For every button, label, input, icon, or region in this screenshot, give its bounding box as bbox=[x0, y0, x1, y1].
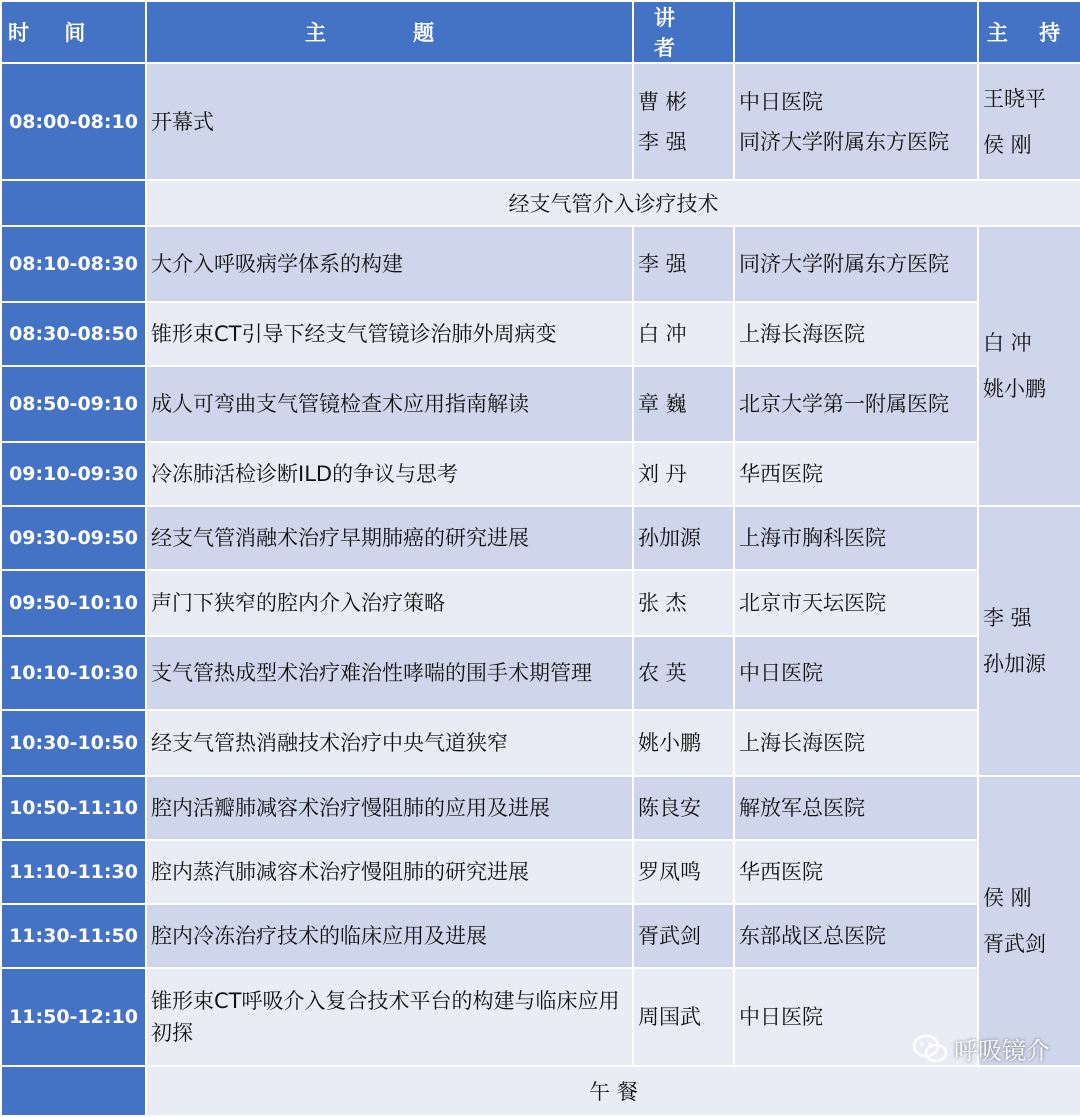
header-speaker: 讲 者 bbox=[633, 1, 734, 63]
affiliation-cell: 北京市天坛医院 bbox=[734, 570, 978, 636]
topic-cell: 腔内冷冻治疗技术的临床应用及进展 bbox=[146, 904, 633, 968]
host-name: 侯 刚 bbox=[983, 886, 1032, 910]
speaker-name: 李 强 bbox=[638, 129, 687, 154]
host-name: 李 强 bbox=[983, 606, 1032, 630]
speaker-cell: 张 杰 bbox=[633, 570, 734, 636]
speaker-name: 曹 彬 bbox=[638, 89, 687, 114]
host-cell bbox=[978, 506, 1080, 776]
affiliation-name: 同济大学附属东方医院 bbox=[739, 129, 949, 154]
speaker-cell: 陈良安 bbox=[633, 776, 734, 840]
affiliation-cell: 同济大学附属东方医院 bbox=[734, 226, 978, 302]
topic-cell: 腔内活瓣肺减容术治疗慢阻肺的应用及进展 bbox=[146, 776, 633, 840]
watermark-text: 呼吸镜介 bbox=[954, 1037, 1050, 1065]
affiliation-name: 中日医院 bbox=[739, 89, 823, 114]
table-row bbox=[1, 366, 1080, 442]
speaker-cell: 胥武剑 bbox=[633, 904, 734, 968]
table-row bbox=[1, 636, 1080, 710]
speaker-cell: 刘 丹 bbox=[633, 442, 734, 506]
time-cell: 10:50-11:10 bbox=[1, 776, 146, 840]
affiliation-cell: 华西医院 bbox=[734, 840, 978, 904]
table-row bbox=[1, 506, 1080, 570]
speaker-cell: 李 强 bbox=[633, 226, 734, 302]
table-row bbox=[1, 570, 1080, 636]
topic-cell: 声门下狭窄的腔内介入治疗策略 bbox=[146, 570, 633, 636]
host-cell bbox=[978, 776, 1080, 1066]
speaker-cell: 农 英 bbox=[633, 636, 734, 710]
topic-cell: 支气管热成型术治疗难治性哮喘的围手术期管理 bbox=[146, 636, 633, 710]
time-cell: 11:30-11:50 bbox=[1, 904, 146, 968]
speaker-cell: 罗凤鸣 bbox=[633, 840, 734, 904]
speaker-cell: 周国武 bbox=[633, 968, 734, 1066]
topic-cell: 冷冻肺活检诊断ILD的争议与思考 bbox=[146, 442, 633, 506]
table-row bbox=[1, 840, 1080, 904]
topic-cell: 锥形束CT呼吸介入复合技术平台的构建与临床应用初探 bbox=[146, 968, 633, 1066]
host-name: 孙加源 bbox=[983, 652, 1046, 676]
speaker-cell: 姚小鹏 bbox=[633, 710, 734, 776]
host-name: 姚小鹏 bbox=[983, 377, 1046, 401]
speaker-cell bbox=[633, 63, 734, 180]
time-cell: 09:10-09:30 bbox=[1, 442, 146, 506]
time-cell: 11:50-12:10 bbox=[1, 968, 146, 1066]
speaker-cell: 章 巍 bbox=[633, 366, 734, 442]
table-row bbox=[1, 63, 1080, 180]
affiliation-cell: 解放军总医院 bbox=[734, 776, 978, 840]
affiliation-cell: 中日医院 bbox=[734, 968, 978, 1066]
table-row bbox=[1, 226, 1080, 302]
affiliation-cell: 东部战区总医院 bbox=[734, 904, 978, 968]
topic-cell: 开幕式 bbox=[146, 63, 633, 180]
table-row bbox=[1, 302, 1080, 366]
speaker-cell: 白 冲 bbox=[633, 302, 734, 366]
affiliation-cell: 中日医院 bbox=[734, 636, 978, 710]
table-row bbox=[1, 710, 1080, 776]
affiliation-cell bbox=[734, 63, 978, 180]
affiliation-cell: 上海市胸科医院 bbox=[734, 506, 978, 570]
header-affiliation bbox=[734, 1, 978, 63]
topic-cell: 成人可弯曲支气管镜检查术应用指南解读 bbox=[146, 366, 633, 442]
host-cell bbox=[978, 226, 1080, 506]
table-row bbox=[1, 442, 1080, 506]
table-row bbox=[1, 776, 1080, 840]
topic-cell: 锥形束CT引导下经支气管镜诊治肺外周病变 bbox=[146, 302, 633, 366]
host-name: 侯 刚 bbox=[983, 132, 1032, 157]
topic-cell: 腔内蒸汽肺减容术治疗慢阻肺的研究进展 bbox=[146, 840, 633, 904]
time-cell: 08:10-08:30 bbox=[1, 226, 146, 302]
time-cell: 10:10-10:30 bbox=[1, 636, 146, 710]
host-name: 白 冲 bbox=[983, 331, 1032, 355]
time-cell: 09:30-09:50 bbox=[1, 506, 146, 570]
section-title: 经支气管介入诊疗技术 bbox=[146, 180, 1080, 226]
affiliation-cell: 北京大学第一附属医院 bbox=[734, 366, 978, 442]
topic-cell: 经支气管消融术治疗早期肺癌的研究进展 bbox=[146, 506, 633, 570]
lunch-row bbox=[1, 1066, 1080, 1116]
wechat-icon bbox=[912, 1034, 948, 1064]
time-cell: 08:50-09:10 bbox=[1, 366, 146, 442]
time-cell: 08:30-08:50 bbox=[1, 302, 146, 366]
speaker-cell: 孙加源 bbox=[633, 506, 734, 570]
header-row bbox=[1, 1, 1080, 63]
table-row bbox=[1, 904, 1080, 968]
topic-cell: 经支气管热消融技术治疗中央气道狭窄 bbox=[146, 710, 633, 776]
lunch-label: 午 餐 bbox=[146, 1066, 1080, 1116]
topic-cell: 大介入呼吸病学体系的构建 bbox=[146, 226, 633, 302]
time-cell-empty bbox=[1, 1066, 146, 1116]
host-name: 王晓平 bbox=[983, 86, 1046, 111]
affiliation-cell: 华西医院 bbox=[734, 442, 978, 506]
affiliation-cell: 上海长海医院 bbox=[734, 302, 978, 366]
header-topic: 主 题 bbox=[146, 1, 633, 63]
affiliation-cell: 上海长海医院 bbox=[734, 710, 978, 776]
section-row bbox=[1, 180, 1080, 226]
time-cell: 08:00-08:10 bbox=[1, 63, 146, 180]
host-name: 胥武剑 bbox=[983, 932, 1046, 956]
time-cell: 09:50-10:10 bbox=[1, 570, 146, 636]
watermark bbox=[912, 1031, 1050, 1066]
header-time: 时 间 bbox=[1, 1, 146, 63]
host-cell bbox=[978, 63, 1080, 180]
time-cell: 10:30-10:50 bbox=[1, 710, 146, 776]
header-host: 主 持 bbox=[978, 1, 1080, 63]
time-cell-empty bbox=[1, 180, 146, 226]
time-cell: 11:10-11:30 bbox=[1, 840, 146, 904]
